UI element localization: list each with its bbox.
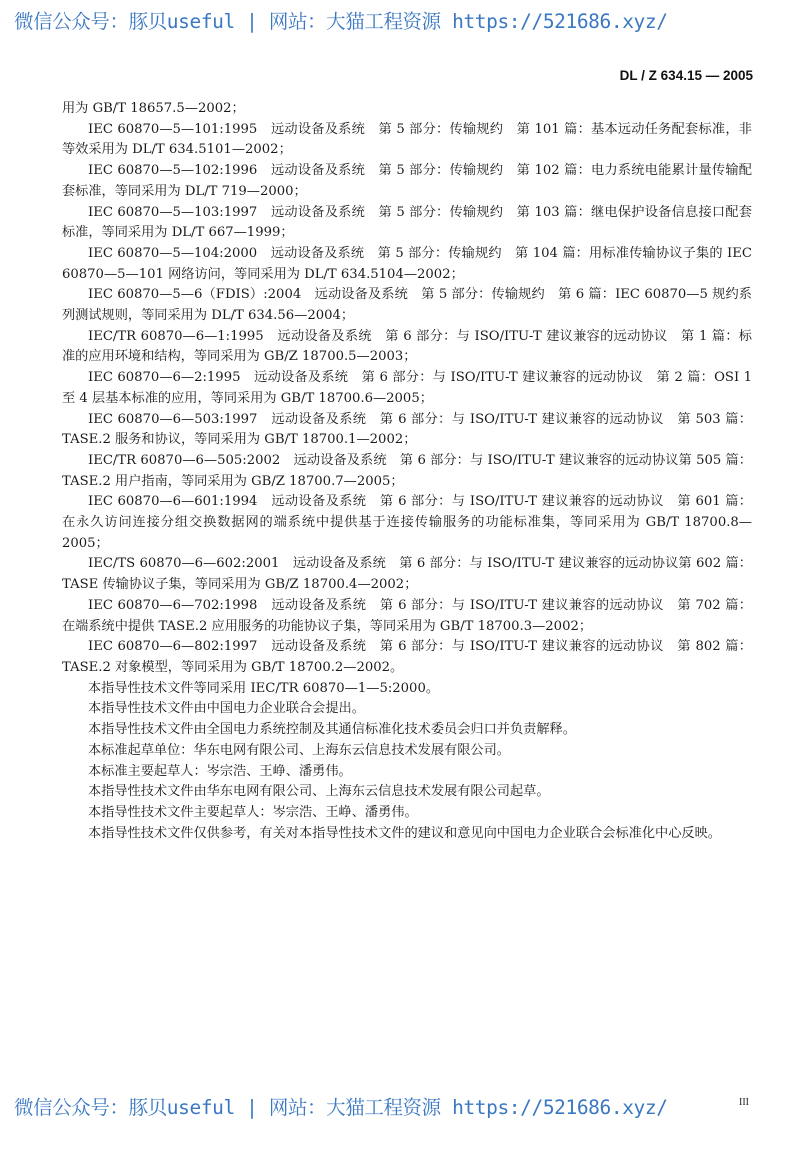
document-body <box>62 99 752 844</box>
paragraph: IEC 60870—5—6（FDIS）:2004 远动设备及系统 第 5 部分：传输规约 第 6 篇：IEC 60870—5 规约系列测试规则，等同采用为 DL/T 634.56—2004； <box>62 287 752 324</box>
paragraph: 本指导性技术文件由中国电力企业联合会提出。 <box>88 701 365 717</box>
paragraph: IEC/TR 60870—6—505:2002 远动设备及系统 第 6 部分：与 ISO/ITU-T 建议兼容的远动协议第 505 篇：TASE.2 用户指南，等同采用为 GB/Z 18700.7—2005； <box>62 452 752 489</box>
document-code: DL / Z 634.15 — 2005 <box>619 68 753 83</box>
paragraph: 本指导性技术文件由华东电网有限公司、上海东云信息技术发展有限公司起草。 <box>88 784 550 800</box>
paragraph: 用为 GB/T 18657.5—2002； <box>62 101 245 116</box>
paragraph: IEC 60870—6—802:1997 远动设备及系统 第 6 部分：与 ISO/ITU-T 建议兼容的远动协议 第 802 篇：TASE.2 对象模型，等同采用为 GB/T 18700.2—2002。 <box>62 639 752 675</box>
paragraph: IEC 60870—6—2:1995 远动设备及系统 第 6 部分：与 ISO/ITU-T 建议兼容的远动协议 第 2 篇：OSI 1 至 4 层基本标准的应用，等同采用为 GB/T 18700.6—2005； <box>62 370 752 406</box>
paragraph: IEC 60870—5—103:1997 远动设备及系统 第 5 部分：传输规约 第 103 篇：继电保护设备信息接口配套标准，等同采用为 DL/T 667—1999； <box>62 204 752 241</box>
paragraph: 本指导性技术文件等同采用 IEC/TR 60870—1—5:2000。 <box>88 680 440 696</box>
watermark-top: 微信公众号：豚贝useful | 网站：大猫工程资源 https://521686.xyz/ <box>14 10 668 33</box>
paragraph: IEC 60870—6—503:1997 远动设备及系统 第 6 部分：与 ISO/ITU-T 建议兼容的远动协议 第 503 篇：TASE.2 服务和协议，等同采用为 GB/T 18700.1—2002； <box>62 411 752 448</box>
paragraph: IEC/TR 60870—6—1:1995 远动设备及系统 第 6 部分：与 ISO/ITU-T 建议兼容的远动协议 第 1 篇：标准的应用环境和结构，等同采用为 GB/Z 18700.5—2003； <box>62 328 752 365</box>
paragraph: IEC 60870—6—601:1994 远动设备及系统 第 6 部分：与 ISO/ITU-T 建议兼容的远动协议 第 601 篇：在永久访问连接分组交换数据网的端系统中提供基于连接传输服务的功能标准集，等同采用为 GB/T 18700.8—2005； <box>62 494 752 551</box>
paragraph: IEC/TS 60870—6—602:2001 远动设备及系统 第 6 部分：与 ISO/ITU-T 建议兼容的远动协议第 602 篇：TASE 传输协议子集，等同采用为 GB/Z 18700.4—2002； <box>62 556 752 593</box>
page-number: III <box>739 1097 749 1108</box>
paragraph: 本标准主要起草人：岑宗浩、王峥、潘勇伟。 <box>88 763 352 779</box>
paragraph: IEC 60870—5—102:1996 远动设备及系统 第 5 部分：传输规约 第 102 篇：电力系统电能累计量传输配套标准，等同采用为 DL/T 719—2000； <box>62 163 752 199</box>
paragraph: IEC 60870—5—104:2000 远动设备及系统 第 5 部分：传输规约 第 104 篇：用标准传输协议子集的 IEC 60870—5—101 网络访问，等同采用为 DL/T 634.5104—2002； <box>62 245 752 282</box>
paragraph: 本指导性技术文件由全国电力系统控制及其通信标准化技术委员会归口并负责解释。 <box>88 722 576 738</box>
paragraph: 本指导性技术文件仅供参考，有关对本指导性技术文件的建议和意见向中国电力企业联合会标准化中心反映。 <box>88 825 721 841</box>
paragraph: IEC 60870—5—101:1995 远动设备及系统 第 5 部分：传输规约 第 101 篇：基本远动任务配套标准，非等效采用为 DL/T 634.5101—2002； <box>62 121 752 158</box>
paragraph: 本标准起草单位：华东电网有限公司、上海东云信息技术发展有限公司。 <box>88 742 510 758</box>
watermark-bottom: 微信公众号：豚贝useful | 网站：大猫工程资源 https://521686.xyz/ <box>14 1096 668 1119</box>
paragraph: IEC 60870—6—702:1998 远动设备及系统 第 6 部分：与 ISO/ITU-T 建议兼容的远动协议 第 702 篇：在端系统中提供 TASE.2 应用服务的功能协议子集，等同采用为 GB/T 18700.3—2002； <box>62 597 752 634</box>
paragraph: 本指导性技术文件主要起草人：岑宗浩、王峥、潘勇伟。 <box>88 804 418 820</box>
